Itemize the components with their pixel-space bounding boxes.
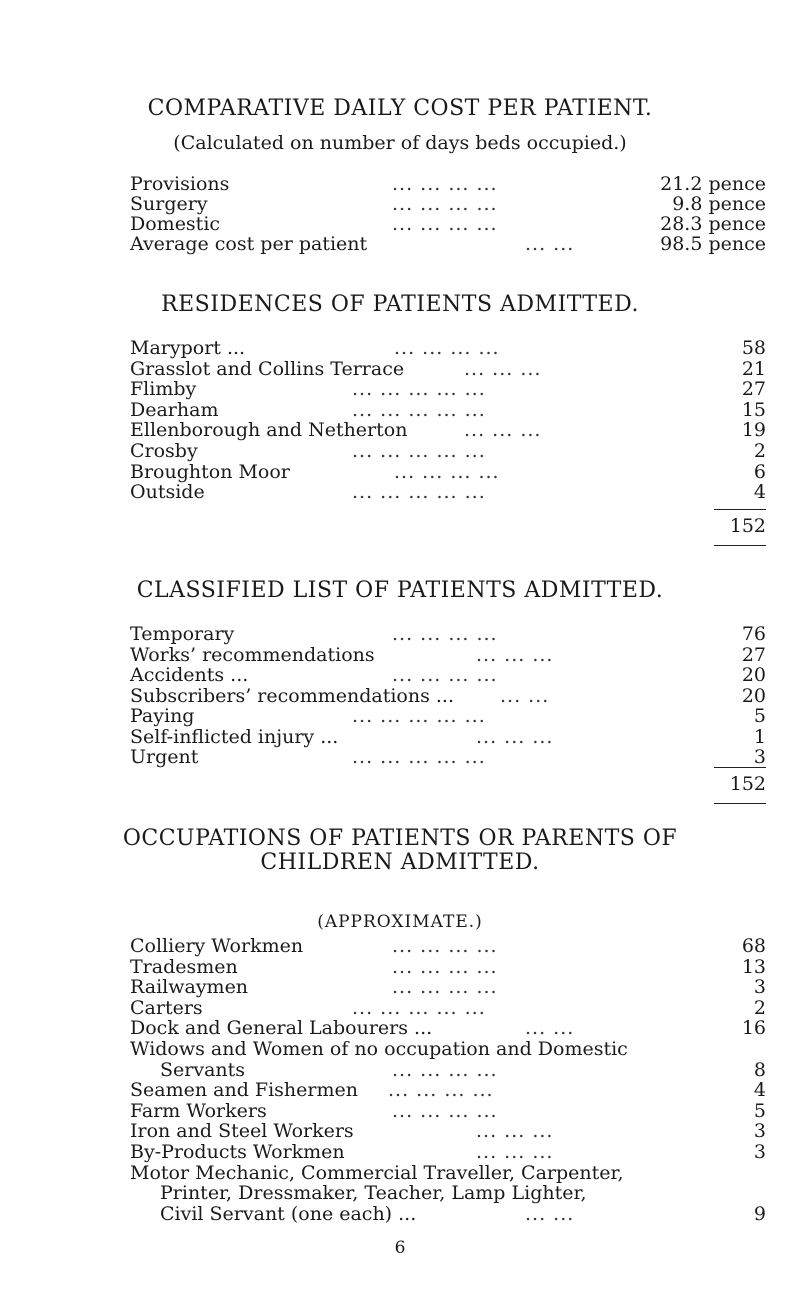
cost-value: 21.2 pence <box>660 173 766 195</box>
residence-label: Dearham <box>130 398 219 421</box>
classified-leader-dots: ... ... ... ... ... <box>352 746 486 768</box>
residence-row <box>130 482 766 502</box>
occupation-value: 3 <box>753 1141 766 1163</box>
occupation-label: Carters <box>130 996 203 1019</box>
classified-row <box>130 747 766 767</box>
cost-row <box>130 174 766 194</box>
occupation-label: By-Products Workmen <box>130 1141 345 1163</box>
occupation-label: Dock and General Labourers ... <box>130 1017 433 1040</box>
occupation-row <box>130 1018 766 1038</box>
occupation-row <box>130 1121 766 1141</box>
residence-row <box>130 441 766 461</box>
residence-leader-dots: ... ... ... ... ... <box>352 398 486 421</box>
classified-value: 20 <box>741 684 766 707</box>
residence-leader-dots: ... ... ... ... <box>394 337 500 359</box>
occupation-leader-dots: ... ... ... <box>476 1120 554 1143</box>
cost-label: Domestic <box>130 213 221 235</box>
classified-row <box>130 686 766 706</box>
residence-row <box>130 338 766 358</box>
residence-label: Maryport ... <box>130 337 246 359</box>
residence-label: Broughton Moor <box>130 460 290 483</box>
residences-title: RESIDENCES OF PATIENTS ADMITTED. <box>161 292 639 317</box>
residence-value: 4 <box>753 481 766 504</box>
residence-leader-dots: ... ... ... ... ... <box>352 378 486 401</box>
occupation-label: Servants <box>160 1058 246 1081</box>
occupations-title-line2: CHILDREN ADMITTED. <box>260 850 540 875</box>
classified-label: Urgent <box>130 746 199 768</box>
classified-total-rule-top <box>714 767 766 768</box>
residences-total-rule-bottom <box>714 545 766 546</box>
classified-row <box>130 624 766 644</box>
residence-leader-dots: ... ... ... <box>464 419 542 442</box>
residence-leader-dots: ... ... ... ... ... <box>352 440 486 462</box>
classified-value: 5 <box>753 705 766 727</box>
page-number: 6 <box>394 1238 406 1258</box>
occupation-label: Motor Mechanic, Commercial Traveller, Carpenter, <box>130 1161 624 1184</box>
occupation-label: Farm Workers <box>130 1099 267 1122</box>
cost-label: Surgery <box>130 193 208 215</box>
classified-value: 3 <box>753 746 766 768</box>
occupation-value: 2 <box>753 996 766 1019</box>
residence-value: 21 <box>741 357 766 380</box>
occupation-value: 3 <box>753 976 766 999</box>
classified-label: Accidents ... <box>130 664 249 686</box>
cost-leader-dots: ... ... ... ... <box>392 193 498 215</box>
classified-value: 27 <box>741 643 766 666</box>
classified-label: Self-inflicted injury ... <box>130 725 339 748</box>
occupation-leader-dots: ... ... ... ... <box>392 976 498 999</box>
classified-total-row <box>130 774 766 794</box>
residence-label: Crosby <box>130 440 198 462</box>
classified-value: 20 <box>741 664 766 686</box>
classified-label: Works’ recommendations <box>130 643 375 666</box>
classified-leader-dots: ... ... <box>500 684 550 707</box>
occupation-value: 68 <box>741 935 766 957</box>
classified-total: 152 <box>729 773 766 795</box>
classified-value: 1 <box>753 725 766 748</box>
residences-total: 152 <box>729 515 766 537</box>
occupation-value: 8 <box>753 1058 766 1081</box>
residence-leader-dots: ... ... ... ... ... <box>352 481 486 504</box>
occupation-value: 9 <box>753 1202 766 1225</box>
classified-value: 76 <box>741 623 766 645</box>
occupation-value: 13 <box>741 955 766 978</box>
classified-leader-dots: ... ... ... ... ... <box>352 705 486 727</box>
occupation-value: 5 <box>753 1099 766 1122</box>
occupation-row <box>130 1101 766 1121</box>
occupation-leader-dots: ... ... ... ... <box>392 1058 498 1081</box>
residence-label: Outside <box>130 481 205 504</box>
residence-label: Grasslot and Collins Terrace <box>130 357 405 380</box>
classified-row <box>130 645 766 665</box>
classified-label: Temporary <box>130 623 235 645</box>
occupation-label: Iron and Steel Workers <box>130 1120 354 1143</box>
cost-label: Average cost per patient <box>130 233 368 255</box>
occupation-leader-dots: ... ... ... ... <box>392 955 498 978</box>
residence-value: 2 <box>753 440 766 462</box>
occupation-leader-dots: ... ... ... ... <box>392 935 498 957</box>
cost-subtitle: (Calculated on number of days beds occupied.) <box>173 132 627 154</box>
occupation-label: Tradesmen <box>130 955 238 978</box>
occupation-label: Railwaymen <box>130 976 249 999</box>
occupation-row <box>130 998 766 1018</box>
occupation-leader-dots: ... ... <box>525 1017 575 1040</box>
occupation-row <box>160 1183 766 1203</box>
residence-row <box>130 462 766 482</box>
occupation-row <box>130 977 766 997</box>
occupation-label: Colliery Workmen <box>130 935 304 957</box>
cost-row <box>130 194 766 214</box>
residence-label: Flimby <box>130 378 197 401</box>
occupation-label: Widows and Women of no occupation and Domestic <box>130 1038 628 1060</box>
occupations-note: (APPROXIMATE.) <box>317 912 483 932</box>
residence-row <box>130 379 766 399</box>
classified-label: Subscribers’ recommendations ... <box>130 684 454 707</box>
classified-row <box>130 727 766 747</box>
occupation-row <box>160 1204 766 1224</box>
residences-total-row <box>130 516 766 536</box>
cost-leader-dots: ... ... ... ... <box>392 213 498 235</box>
cost-value: 28.3 pence <box>660 213 766 235</box>
classified-leader-dots: ... ... ... <box>476 725 554 748</box>
classified-leader-dots: ... ... ... ... <box>392 623 498 645</box>
classified-title: CLASSIFIED LIST OF PATIENTS ADMITTED. <box>136 578 664 603</box>
classified-leader-dots: ... ... ... ... <box>392 664 498 686</box>
classified-row <box>130 706 766 726</box>
cost-value: 9.8 pence <box>672 193 766 215</box>
occupation-leader-dots: ... ... <box>525 1202 575 1225</box>
occupation-leader-dots: ... ... ... ... <box>388 1079 494 1102</box>
residence-row <box>130 420 766 440</box>
occupation-value: 4 <box>753 1079 766 1102</box>
cost-row <box>130 234 766 254</box>
occupation-leader-dots: ... ... ... ... <box>392 1099 498 1122</box>
occupation-row <box>130 1039 766 1059</box>
occupation-row <box>160 1060 766 1080</box>
residence-value: 6 <box>753 460 766 483</box>
residence-leader-dots: ... ... ... ... <box>394 460 500 483</box>
occupation-leader-dots: ... ... ... <box>476 1141 554 1163</box>
occupation-value: 3 <box>753 1120 766 1143</box>
occupation-label: Civil Servant (one each) ... <box>160 1202 417 1225</box>
residences-total-rule-top <box>714 509 766 510</box>
occupation-row <box>130 936 766 956</box>
residence-value: 19 <box>741 419 766 442</box>
occupation-leader-dots: ... ... ... ... ... <box>352 996 486 1019</box>
occupation-row <box>130 1163 766 1183</box>
occupations-title-line1: OCCUPATIONS OF PATIENTS OR PARENTS OF <box>122 826 678 851</box>
residence-value: 15 <box>741 398 766 421</box>
residence-value: 27 <box>741 378 766 401</box>
classified-label: Paying <box>130 705 195 727</box>
classified-total-rule-bottom <box>714 803 766 804</box>
residence-label: Ellenborough and Netherton <box>130 419 408 442</box>
occupation-label: Printer, Dressmaker, Teacher, Lamp Lighter, <box>160 1182 587 1205</box>
residence-leader-dots: ... ... ... <box>464 357 542 380</box>
occupation-row <box>130 957 766 977</box>
classified-leader-dots: ... ... ... <box>476 643 554 666</box>
occupation-row <box>130 1080 766 1100</box>
occupation-label: Seamen and Fishermen <box>130 1079 358 1102</box>
cost-leader-dots: ... ... ... ... <box>392 173 498 195</box>
cost-leader-dots: ... ... <box>525 233 575 255</box>
residence-value: 58 <box>741 337 766 359</box>
occupation-row <box>130 1142 766 1162</box>
occupation-value: 16 <box>741 1017 766 1040</box>
residence-row <box>130 400 766 420</box>
classified-row <box>130 665 766 685</box>
residence-row <box>130 359 766 379</box>
cost-value: 98.5 pence <box>660 233 766 255</box>
cost-row <box>130 214 766 234</box>
cost-label: Provisions <box>130 173 230 195</box>
cost-title: COMPARATIVE DAILY COST PER PATIENT. <box>147 96 653 121</box>
